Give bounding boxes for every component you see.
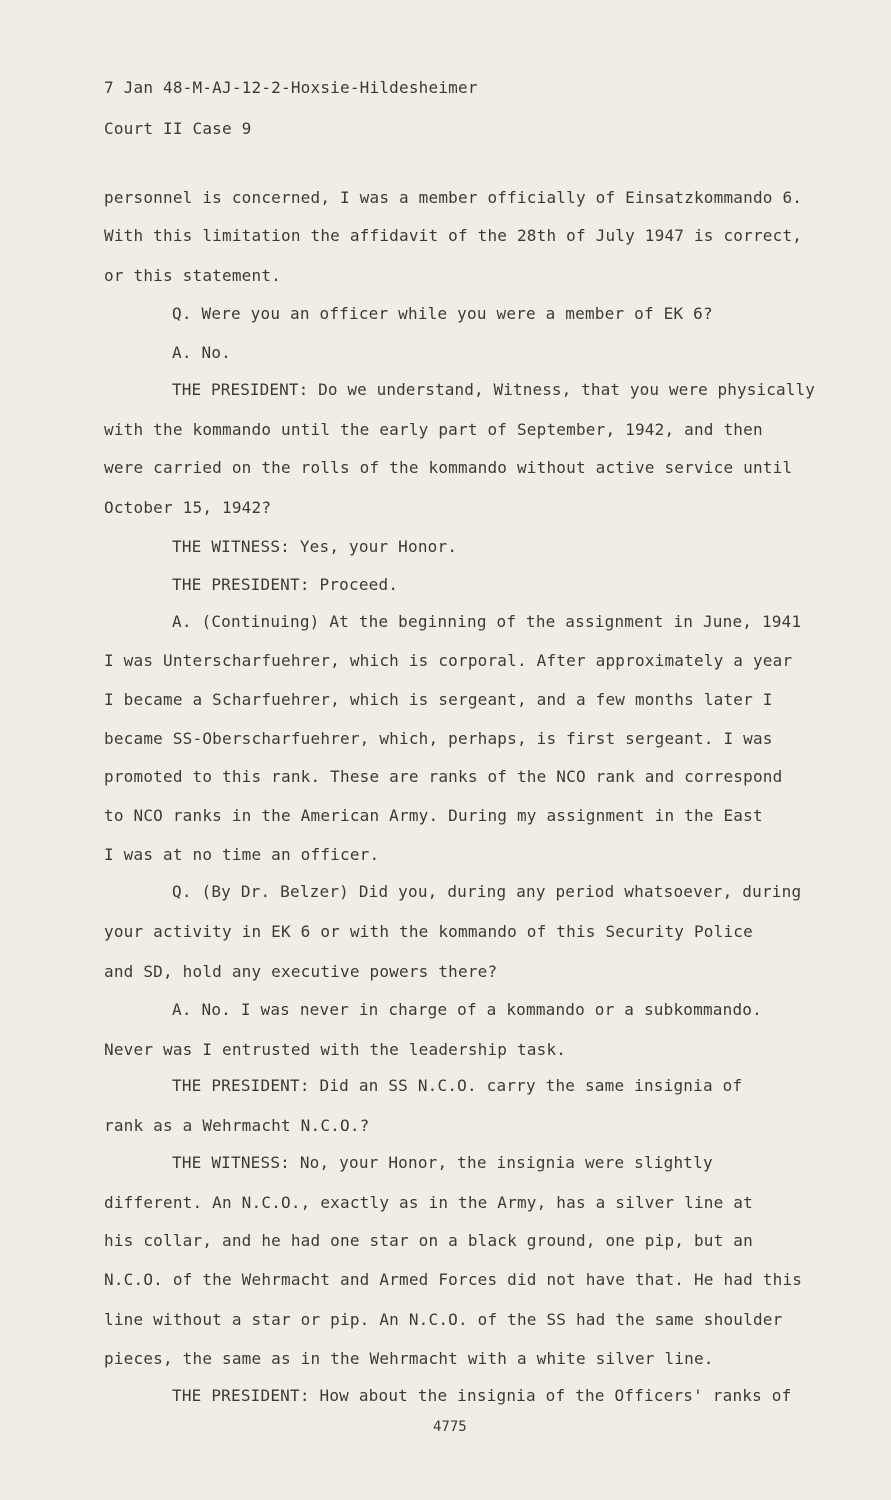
text-line: rank as a Wehrmacht N.C.O.? <box>104 1116 370 1135</box>
text-line: A. (Continuing) At the beginning of the assignment in June, 1941 <box>172 612 802 631</box>
header-reference: 7 Jan 48-M-AJ-12-2-Hoxsie-Hildesheimer <box>104 78 478 97</box>
text-line: THE PRESIDENT: Did an SS N.C.O. carry the same insignia of <box>172 1076 743 1095</box>
text-line: Q. Were you an officer while you were a member of EK 6? <box>172 304 713 323</box>
text-line: your activity in EK 6 or with the kommando of this Security Police <box>104 922 753 941</box>
text-line: personnel is concerned, I was a member officially of Einsatzkommando 6. <box>104 188 803 207</box>
text-line: or this statement. <box>104 266 281 285</box>
text-line: With this limitation the affidavit of the 28th of July 1947 is correct, <box>104 226 803 245</box>
text-line: I was at no time an officer. <box>104 845 380 864</box>
text-line: THE PRESIDENT: Do we understand, Witness, that you were physically <box>172 380 815 399</box>
text-line: became SS-Oberscharfuehrer, which, perhaps, is first sergeant. I was <box>104 729 773 748</box>
text-line: A. No. <box>172 343 231 362</box>
text-line: THE PRESIDENT: How about the insignia of the Officers' ranks of <box>172 1386 792 1405</box>
text-line: promoted to this rank. These are ranks of the NCO rank and correspond <box>104 767 783 786</box>
text-line: THE PRESIDENT: Proceed. <box>172 575 399 594</box>
page-number: 4775 <box>433 1419 467 1435</box>
text-line: THE WITNESS: Yes, your Honor. <box>172 537 458 556</box>
text-line: Never was I entrusted with the leadership task. <box>104 1040 567 1059</box>
text-line: line without a star or pip. An N.C.O. of the SS had the same shoulder <box>104 1310 783 1329</box>
text-line: and SD, hold any executive powers there? <box>104 962 498 981</box>
text-line: October 15, 1942? <box>104 498 272 517</box>
text-line: different. An N.C.O., exactly as in the Army, has a silver line at <box>104 1193 753 1212</box>
text-line: I was Unterscharfuehrer, which is corporal. After approximately a year <box>104 651 793 670</box>
text-line: Q. (By Dr. Belzer) Did you, during any period whatsoever, during <box>172 882 802 901</box>
text-line: I became a Scharfuehrer, which is sergeant, and a few months later I <box>104 690 773 709</box>
text-line: to NCO ranks in the American Army. During my assignment in the East <box>104 806 763 825</box>
text-line: THE WITNESS: No, your Honor, the insignia were slightly <box>172 1153 713 1172</box>
text-line: N.C.O. of the Wehrmacht and Armed Forces did not have that. He had this <box>104 1270 803 1289</box>
text-line: his collar, and he had one star on a black ground, one pip, but an <box>104 1231 753 1250</box>
header-court: Court II Case 9 <box>104 119 252 138</box>
text-line: pieces, the same as in the Wehrmacht with a white silver line. <box>104 1349 714 1368</box>
text-line: with the kommando until the early part of September, 1942, and then <box>104 420 763 439</box>
text-line: A. No. I was never in charge of a kommando or a subkommando. <box>172 1000 762 1019</box>
text-line: were carried on the rolls of the kommando without active service until <box>104 458 793 477</box>
